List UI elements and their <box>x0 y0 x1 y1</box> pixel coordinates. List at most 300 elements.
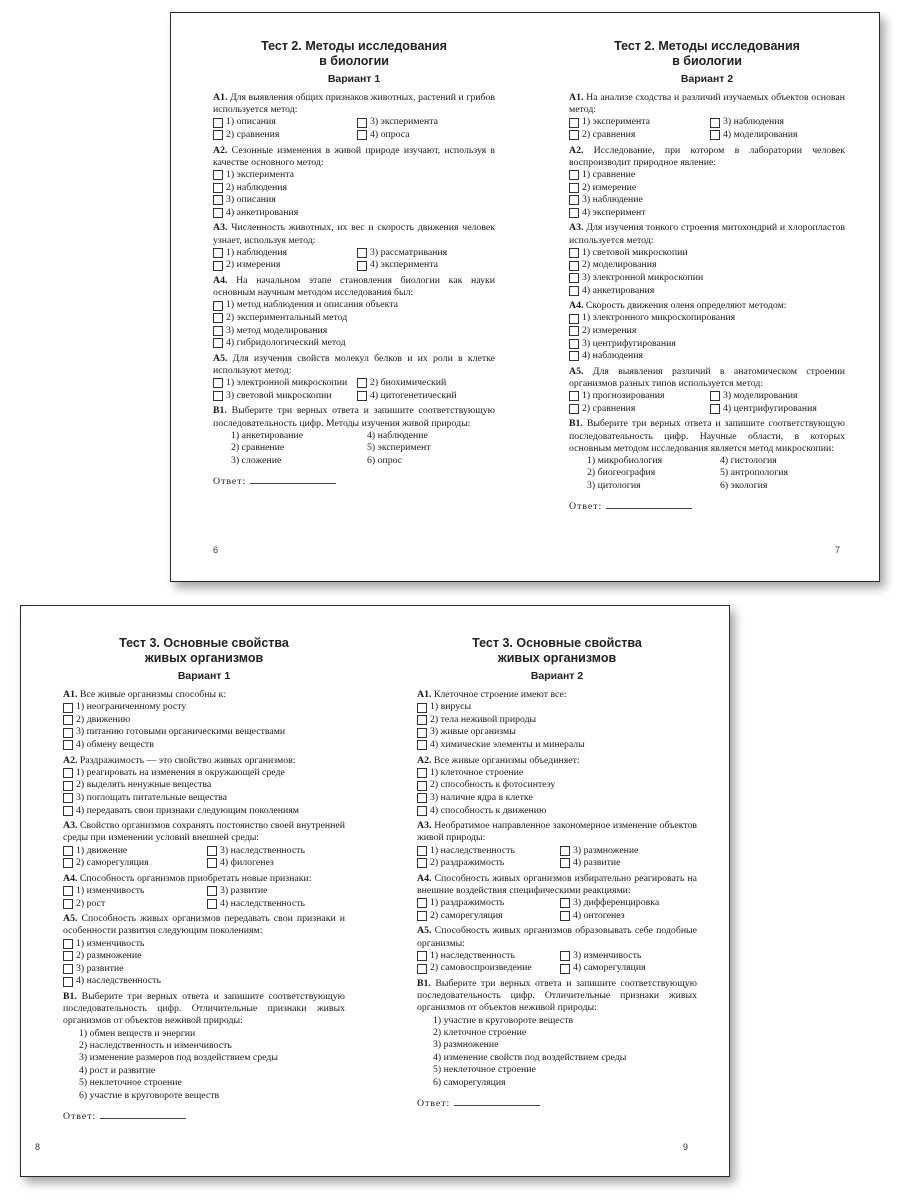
option-text: 2) способность к фотосинтезу <box>430 779 556 791</box>
answer-checkbox[interactable] <box>569 130 579 140</box>
answer-option[interactable] <box>560 910 697 923</box>
answer-option[interactable] <box>417 910 554 923</box>
question-body: Свойство организмов сохранять постоянство своей внутренней среды при изменении условий внешней среды: <box>63 820 345 844</box>
answer-option[interactable] <box>213 247 351 260</box>
choice-item: 6) экология <box>720 479 768 491</box>
answer-checkbox[interactable] <box>63 806 73 816</box>
answer-option[interactable] <box>417 714 697 727</box>
answer-option[interactable] <box>710 390 845 403</box>
question-text <box>417 689 697 701</box>
answer-checkbox[interactable] <box>63 846 73 856</box>
answer-option[interactable] <box>63 805 345 818</box>
answer-checkbox[interactable] <box>569 118 579 128</box>
answer-option[interactable] <box>213 194 495 207</box>
question-label: А2. <box>569 144 584 156</box>
answer-option[interactable] <box>569 272 845 285</box>
answer-option[interactable] <box>213 169 495 182</box>
answer-option[interactable] <box>213 325 495 338</box>
answer-checkbox[interactable] <box>213 391 223 401</box>
choice-item: 4) наблюдение <box>367 429 428 441</box>
question-body: Клеточное строение имеют все: <box>431 689 567 700</box>
answer-option[interactable] <box>569 259 845 272</box>
answer-line[interactable] <box>100 1110 186 1119</box>
answer-checkbox[interactable] <box>357 248 367 258</box>
option-text: 4) онтогенез <box>573 909 625 921</box>
answer-checkbox[interactable] <box>417 858 427 868</box>
answer-checkbox[interactable] <box>569 286 579 296</box>
answer-line[interactable] <box>250 475 336 484</box>
option-text: 3) поглощать питательные вещества <box>76 791 228 803</box>
answer-checkbox[interactable] <box>357 261 367 271</box>
question-body: Способность живых организмов избирательно реагировать на внешние воздействия специфическими реакциями: <box>417 872 697 896</box>
answer-option[interactable] <box>560 845 697 858</box>
question-text <box>213 145 495 169</box>
option-text: 4) эксперимента <box>370 259 438 271</box>
question-label: А5. <box>213 352 228 364</box>
answer-checkbox[interactable] <box>417 951 427 961</box>
answer-option[interactable] <box>63 963 345 976</box>
question-text <box>213 222 495 246</box>
option-text: 4) анкетирования <box>226 206 299 218</box>
choice-item: 5) неклеточное строение <box>433 1064 536 1076</box>
answer-option[interactable] <box>357 390 495 403</box>
option-text: 3) наличие ядра в клетке <box>430 791 533 803</box>
choice-item: 4) гистология <box>720 454 777 466</box>
answer-option[interactable] <box>710 129 845 142</box>
option-text: 1) описания <box>226 116 276 128</box>
page-number: 9 <box>683 1142 689 1152</box>
question-body: Для изучения тонкого строения митохондрий и хлоропластов используется метод: <box>569 222 845 246</box>
choice-item: 5) эксперимент <box>367 442 431 454</box>
option-text: 3) изменчивость <box>573 949 642 961</box>
variant-label: Вариант 1 <box>327 73 381 85</box>
answer-checkbox[interactable] <box>63 703 73 713</box>
answer-checkbox[interactable] <box>63 715 73 725</box>
option-text: 2) измерение <box>582 181 637 193</box>
answer-option[interactable] <box>63 975 345 988</box>
page-6 <box>213 39 495 607</box>
question-text <box>213 353 495 377</box>
answer-checkbox[interactable] <box>569 339 579 349</box>
choice-item: 6) саморегуляция <box>433 1076 506 1088</box>
question-label: А2. <box>213 144 228 156</box>
answer-option[interactable] <box>207 898 345 911</box>
answer-options <box>63 701 345 751</box>
option-text: 4) развитие <box>573 857 621 869</box>
choice-item: 4) изменение свойств под воздействием среды <box>433 1051 627 1063</box>
answer-option[interactable] <box>63 950 345 963</box>
answer-option[interactable] <box>63 885 201 898</box>
answer-option[interactable] <box>207 885 345 898</box>
option-text: 2) измерения <box>582 324 637 336</box>
answer-option[interactable] <box>569 390 704 403</box>
answer-checkbox[interactable] <box>417 793 427 803</box>
question-text <box>213 92 495 116</box>
answer-checkbox[interactable] <box>417 964 427 974</box>
choice-item: 4) рост и развитие <box>79 1064 156 1076</box>
option-text: 4) опроса <box>370 129 410 140</box>
answer-checkbox[interactable] <box>63 858 73 868</box>
option-text: 1) электронной микроскопии <box>226 377 348 389</box>
question-3 <box>63 820 345 870</box>
answer-checkbox[interactable] <box>569 404 579 414</box>
option-text: 3) наследственность <box>220 844 305 856</box>
question-body: Необратимое направленное закономерное изменение объектов живой природы: <box>417 820 697 844</box>
question-label: А5. <box>569 365 584 377</box>
answer-checkbox[interactable] <box>357 130 367 140</box>
question-body: Для изучения свойств молекул белков и их роли в клетке используют метод: <box>213 352 495 376</box>
option-text: 2) тела неживой природы <box>430 713 537 725</box>
answer-checkbox[interactable] <box>213 378 223 388</box>
answer-option[interactable] <box>357 259 495 272</box>
answer-option[interactable] <box>63 779 345 792</box>
question-1 <box>417 689 697 752</box>
answer-option[interactable] <box>417 779 697 792</box>
answer-options <box>213 116 495 141</box>
question-body: Все живые организмы способны к: <box>77 689 227 700</box>
answer-option[interactable] <box>569 129 704 142</box>
answer-checkbox[interactable] <box>357 118 367 128</box>
answer-option[interactable] <box>417 701 697 714</box>
option-text: 2) движению <box>76 713 131 725</box>
answer-option[interactable] <box>417 805 697 818</box>
question-1 <box>569 92 845 142</box>
answer-checkbox[interactable] <box>63 781 73 791</box>
answer-checkbox[interactable] <box>63 740 73 750</box>
option-text: 1) раздражимость <box>430 897 505 909</box>
answer-checkbox[interactable] <box>213 313 223 323</box>
answer-option[interactable] <box>710 403 845 416</box>
answer-checkbox[interactable] <box>560 858 570 868</box>
answer-option[interactable] <box>213 390 351 403</box>
answer-option[interactable] <box>63 701 345 714</box>
answer-checkbox[interactable] <box>213 195 223 205</box>
answer-option[interactable] <box>560 962 697 975</box>
answer-checkbox[interactable] <box>417 806 427 816</box>
choice-item: 6) опрос <box>367 454 403 466</box>
answer-checkbox[interactable] <box>213 248 223 258</box>
answer-checkbox[interactable] <box>417 768 427 778</box>
option-text: 1) наследственность <box>430 844 515 856</box>
book-spread-test-2 <box>170 12 880 582</box>
question-label: А3. <box>417 820 432 832</box>
answer-line[interactable] <box>606 500 692 509</box>
answer-checkbox[interactable] <box>569 326 579 336</box>
option-text: 3) наблюдения <box>723 116 784 128</box>
option-text: 4) наследственность <box>76 975 161 987</box>
option-text: 4) обмену веществ <box>76 738 154 750</box>
answer-option[interactable] <box>213 377 351 390</box>
answer-checkbox[interactable] <box>213 301 223 311</box>
answer-checkbox[interactable] <box>63 964 73 974</box>
answer-options <box>63 938 345 988</box>
answer-option[interactable] <box>569 194 845 207</box>
option-text: 4) анкетирования <box>582 284 655 296</box>
answer-checkbox[interactable] <box>63 899 73 909</box>
question-label: В1. <box>213 405 227 417</box>
answer-checkbox[interactable] <box>63 728 73 738</box>
answer-checkbox[interactable] <box>569 248 579 258</box>
option-text: 3) моделирования <box>723 390 798 402</box>
answer-checkbox[interactable] <box>213 130 223 140</box>
option-text: 4) гибридологический метод <box>226 337 346 349</box>
choice-item: 6) участие в круговороте веществ <box>79 1089 220 1101</box>
page-9 <box>417 636 697 1200</box>
answer-checkbox[interactable] <box>417 846 427 856</box>
answer-option[interactable] <box>569 116 704 129</box>
option-text: 2) сравнения <box>582 129 636 140</box>
answer-option[interactable] <box>417 857 554 870</box>
question-label: В1. <box>417 977 431 989</box>
answer-option[interactable] <box>357 247 495 260</box>
option-text: 4) саморегуляция <box>573 962 646 974</box>
answer-option[interactable] <box>569 247 845 260</box>
answer-checkbox[interactable] <box>63 939 73 949</box>
answer-checkbox[interactable] <box>417 781 427 791</box>
answer-checkbox[interactable] <box>63 768 73 778</box>
answer-checkbox[interactable] <box>213 326 223 336</box>
question-2 <box>213 145 495 220</box>
choice-list <box>63 1028 345 1102</box>
test-title: Тест 3. Основные свойства живых организмов <box>472 636 642 665</box>
answer-field <box>569 500 845 512</box>
question-label: А3. <box>63 820 78 832</box>
option-text: 4) наблюдения <box>582 350 643 362</box>
answer-option[interactable] <box>417 767 697 780</box>
answer-option[interactable] <box>63 938 345 951</box>
answer-checkbox[interactable] <box>560 846 570 856</box>
answer-checkbox[interactable] <box>710 404 720 414</box>
answer-checkbox[interactable] <box>569 208 579 218</box>
question-4 <box>417 873 697 923</box>
answer-checkbox[interactable] <box>207 858 217 868</box>
question-body: Скорость движения оленя определяют методом: <box>583 300 787 312</box>
option-text: 4) филогенез <box>220 857 274 869</box>
answer-checkbox[interactable] <box>560 911 570 921</box>
answer-checkbox[interactable] <box>213 338 223 348</box>
answer-option[interactable] <box>569 169 845 182</box>
answer-checkbox[interactable] <box>63 793 73 803</box>
answer-checkbox[interactable] <box>207 899 217 909</box>
page-number: 7 <box>835 545 841 555</box>
option-text: 3) питанию готовыми органическими веществами <box>76 726 286 738</box>
answer-checkbox[interactable] <box>213 208 223 218</box>
question-label: А1. <box>569 92 584 103</box>
answer-label: Ответ: <box>417 1097 451 1109</box>
answer-checkbox[interactable] <box>357 391 367 401</box>
choice-item: 3) сложение <box>231 454 282 466</box>
answer-option[interactable] <box>213 182 495 195</box>
answer-option[interactable] <box>569 312 845 325</box>
question-label: А4. <box>569 300 584 312</box>
answer-option[interactable] <box>63 792 345 805</box>
answer-option[interactable] <box>213 129 351 142</box>
option-text: 3) развитие <box>76 962 124 974</box>
answer-option[interactable] <box>569 207 845 220</box>
choice-list <box>569 455 845 492</box>
answer-option[interactable] <box>417 962 554 975</box>
answer-option[interactable] <box>569 182 845 195</box>
question-text <box>63 820 345 844</box>
answer-checkbox[interactable] <box>417 715 427 725</box>
question-3 <box>417 820 697 870</box>
answer-option[interactable] <box>417 950 554 963</box>
answer-checkbox[interactable] <box>207 886 217 896</box>
option-text: 1) световой микроскопии <box>582 246 688 258</box>
choice-item: 5) неклеточное строение <box>79 1077 182 1089</box>
answer-option[interactable] <box>417 739 697 752</box>
answer-option[interactable] <box>357 116 495 129</box>
answer-option[interactable] <box>63 767 345 780</box>
answer-field <box>63 1110 345 1122</box>
answer-option[interactable] <box>710 116 845 129</box>
answer-checkbox[interactable] <box>207 846 217 856</box>
page-number: 6 <box>213 545 219 555</box>
answer-option[interactable] <box>63 898 201 911</box>
answer-option[interactable] <box>213 207 495 220</box>
answer-option[interactable] <box>63 845 201 858</box>
choice-item: 1) участие в круговороте веществ <box>433 1014 574 1026</box>
answer-checkbox[interactable] <box>63 977 73 987</box>
answer-option[interactable] <box>213 259 351 272</box>
option-text: 1) наблюдения <box>226 246 287 258</box>
question-body: На анализе сходства и различий изучаемых объектов основан метод: <box>569 92 845 116</box>
question-b1 <box>569 418 845 492</box>
answer-options <box>417 950 697 975</box>
answer-checkbox[interactable] <box>213 261 223 271</box>
question-body: Численность животных, их вес и скорость движения человек узнает, используя метод: <box>213 222 495 246</box>
answer-checkbox[interactable] <box>569 170 579 180</box>
question-body: Выберите три верных ответа и запишите соответствующую последовательность цифр. Методы изучения живой природы: <box>213 405 495 429</box>
question-text <box>569 300 845 312</box>
answer-checkbox[interactable] <box>63 951 73 961</box>
question-3 <box>569 222 845 297</box>
option-text: 2) биохимический <box>370 377 447 389</box>
question-body: Исследование, при котором в лаборатории человек воспроизводит природное явление: <box>569 144 845 168</box>
question-body: Выберите три верных ответа и запишите соответствующую последовательность цифр. Отличительные признаки живых организмов от объектов неживой природы: <box>63 990 345 1027</box>
answer-option[interactable] <box>357 129 495 142</box>
answer-options <box>569 390 845 415</box>
question-3 <box>213 222 495 272</box>
answer-checkbox[interactable] <box>569 195 579 205</box>
answer-checkbox[interactable] <box>417 740 427 750</box>
answer-line[interactable] <box>454 1097 540 1106</box>
answer-checkbox[interactable] <box>560 951 570 961</box>
choice-item: 1) микробиология <box>587 454 663 466</box>
answer-checkbox[interactable] <box>63 886 73 896</box>
answer-option[interactable] <box>569 325 845 338</box>
question-body: Все живые организмы объединяет: <box>431 754 580 766</box>
answer-option[interactable] <box>63 714 345 727</box>
page-7 <box>569 39 845 607</box>
answer-option[interactable] <box>213 312 495 325</box>
answer-checkbox[interactable] <box>569 314 579 324</box>
option-text: 2) сравнения <box>226 129 280 140</box>
answer-option[interactable] <box>207 845 345 858</box>
question-text <box>417 820 697 844</box>
choice-list <box>213 430 495 467</box>
choice-list <box>417 1015 697 1089</box>
answer-options <box>569 312 845 362</box>
answer-checkbox[interactable] <box>417 898 427 908</box>
option-text: 3) размножение <box>573 844 639 856</box>
question-text <box>63 755 345 767</box>
question-b1 <box>417 978 697 1089</box>
question-label: А1. <box>63 689 78 700</box>
answer-checkbox[interactable] <box>560 898 570 908</box>
answer-checkbox[interactable] <box>569 261 579 271</box>
answer-options <box>213 299 495 349</box>
answer-checkbox[interactable] <box>569 351 579 361</box>
question-list <box>417 689 697 1109</box>
answer-option[interactable] <box>63 739 345 752</box>
answer-option[interactable] <box>213 299 495 312</box>
answer-checkbox[interactable] <box>417 911 427 921</box>
answer-label: Ответ: <box>213 475 247 487</box>
option-text: 1) изменчивость <box>76 884 145 896</box>
option-text: 1) сравнение <box>582 169 636 180</box>
question-b1 <box>213 405 495 467</box>
answer-checkbox[interactable] <box>569 183 579 193</box>
answer-option[interactable] <box>569 403 704 416</box>
answer-option[interactable] <box>417 726 697 739</box>
answer-option[interactable] <box>417 792 697 805</box>
answer-checkbox[interactable] <box>569 391 579 401</box>
answer-option[interactable] <box>63 857 201 870</box>
question-body: Выберите три верных ответа и запишите соответствующую последовательность цифр. Отличительные признаки живых организмов от объектов неживой природы: <box>417 977 697 1014</box>
page-number: 8 <box>35 1142 41 1152</box>
question-label: А4. <box>63 872 78 884</box>
answer-option[interactable] <box>417 845 554 858</box>
question-body: На начальном этапе становления биологии как науки основным научным методом исследования был: <box>213 274 495 299</box>
question-text <box>213 405 495 429</box>
answer-option[interactable] <box>569 285 845 298</box>
answer-checkbox[interactable] <box>710 391 720 401</box>
answer-option[interactable] <box>213 116 351 129</box>
answer-checkbox[interactable] <box>560 964 570 974</box>
answer-option[interactable] <box>560 857 697 870</box>
answer-option[interactable] <box>207 857 345 870</box>
answer-checkbox[interactable] <box>417 728 427 738</box>
answer-option[interactable] <box>213 337 495 350</box>
answer-option[interactable] <box>357 377 495 390</box>
answer-checkbox[interactable] <box>710 118 720 128</box>
question-list <box>569 92 845 512</box>
answer-options <box>63 767 345 817</box>
answer-option[interactable] <box>63 726 345 739</box>
answer-checkbox[interactable] <box>357 378 367 388</box>
answer-option[interactable] <box>560 950 697 963</box>
option-text: 4) цитогенетический <box>370 389 457 401</box>
answer-checkbox[interactable] <box>213 183 223 193</box>
answer-option[interactable] <box>417 897 554 910</box>
answer-checkbox[interactable] <box>417 703 427 713</box>
answer-checkbox[interactable] <box>569 273 579 283</box>
choice-item: 1) обмен веществ и энергии <box>79 1027 196 1039</box>
answer-checkbox[interactable] <box>213 118 223 128</box>
question-text <box>569 418 845 455</box>
option-text: 1) реагировать на изменения в окружающей среде <box>76 766 285 778</box>
answer-checkbox[interactable] <box>710 130 720 140</box>
option-text: 2) измерения <box>226 259 281 271</box>
answer-option[interactable] <box>560 897 697 910</box>
choice-item: 3) размножение <box>433 1039 499 1051</box>
option-text: 4) эксперимент <box>582 206 646 218</box>
question-body: Способность организмов приобретать новые признаки: <box>77 872 312 884</box>
answer-option[interactable] <box>569 350 845 363</box>
answer-checkbox[interactable] <box>213 170 223 180</box>
answer-option[interactable] <box>569 338 845 351</box>
